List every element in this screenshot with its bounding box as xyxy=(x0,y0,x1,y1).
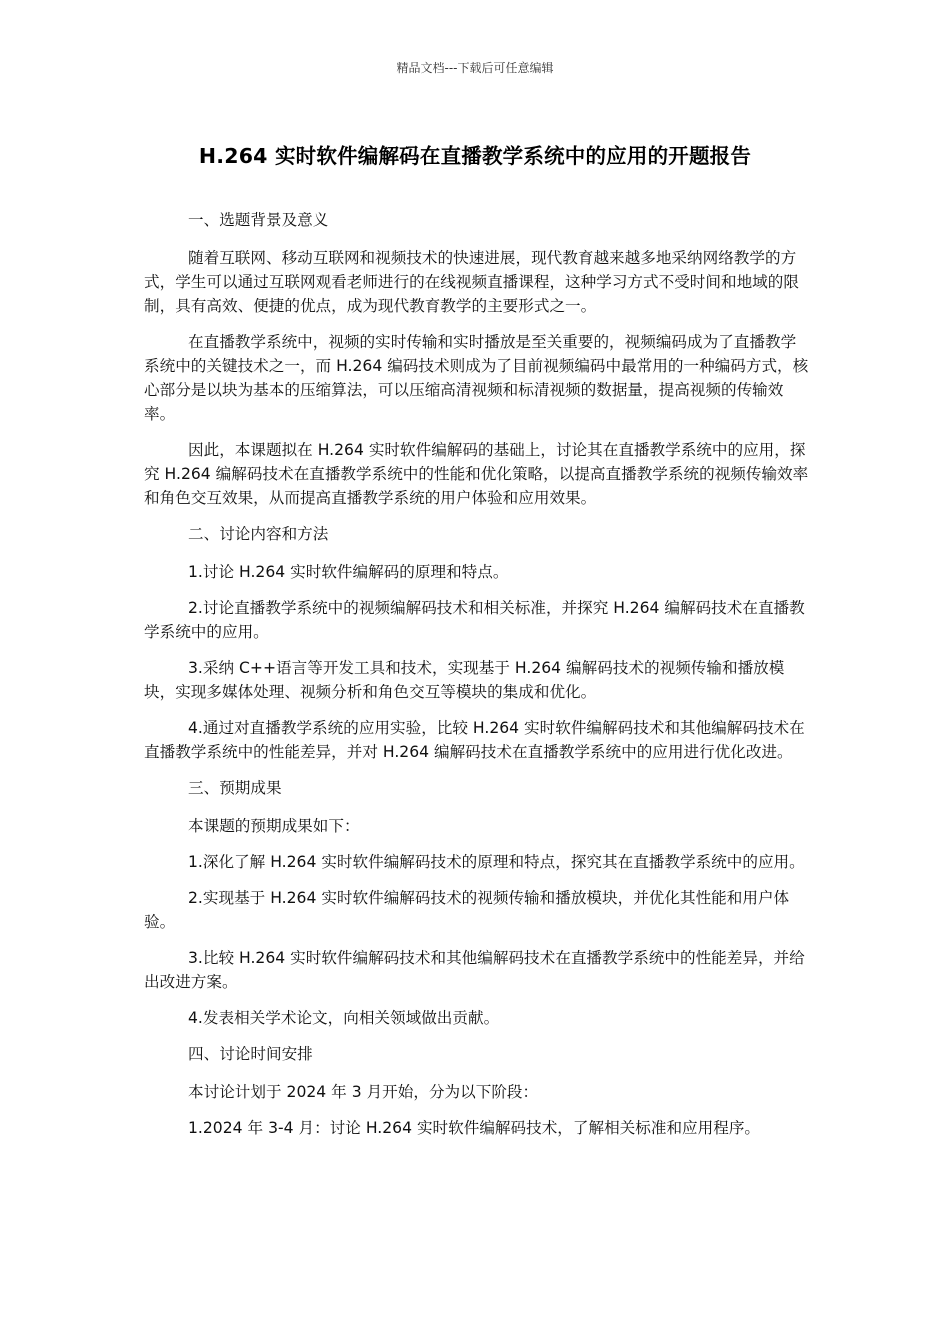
page-header: 精品文档---下载后可任意编辑 xyxy=(396,61,554,75)
section-heading-schedule: 四、讨论时间安排 xyxy=(188,1045,313,1063)
list-item: 3.比较 H.264 实时软件编解码技术和其他编解码技术在直播教学系统中的性能差异，并给出改进方案。 xyxy=(144,949,805,991)
document-body xyxy=(144,208,809,1152)
paragraph: 因此，本课题拟在 H.264 实时软件编解码的基础上，讨论其在直播教学系统中的应用，探究 H.264 编解码技术在直播教学系统中的性能和优化策略，以提高直播教学系统的视频传输效率和角色交互效果，从而提高直播教学系统的用户体验和应用效果。 xyxy=(144,441,809,507)
list-item: 1.深化了解 H.264 实时软件编解码技术的原理和特点，探究其在直播教学系统中的应用。 xyxy=(188,853,805,871)
list-item: 2.讨论直播教学系统中的视频编解码技术和相关标准，并探究 H.264 编解码技术在直播教学系统中的应用。 xyxy=(144,599,805,641)
list-item: 2.实现基于 H.264 实时软件编解码技术的视频传输和播放模块，并优化其性能和用户体验。 xyxy=(144,889,790,931)
document-title: H.264 实时软件编解码在直播教学系统中的应用的开题报告 xyxy=(198,144,752,168)
paragraph: 随着互联网、移动互联网和视频技术的快速进展，现代教育越来越多地采纳网络教学的方式，学生可以通过互联网观看老师进行的在线视频直播课程，这种学习方式不受时间和地域的限制，具有高效、便捷的优点，成为现代教育教学的主要形式之一。 xyxy=(144,249,799,315)
paragraph: 本讨论计划于 2024 年 3 月开始，分为以下阶段： xyxy=(188,1083,539,1101)
paragraph: 在直播教学系统中，视频的实时传输和实时播放是至关重要的，视频编码成为了直播教学系统中的关键技术之一，而 H.264 编码技术则成为了目前视频编码中最常用的一种编码方式，核心部分是以块为基本的压缩算法，可以压缩高清视频和标清视频的数据量，提高视频的传输效率。 xyxy=(144,333,809,423)
list-item: 1.2024 年 3-4 月：讨论 H.264 实时软件编解码技术，了解相关标准和应用程序。 xyxy=(188,1119,761,1137)
list-item: 4.通过对直播教学系统的应用实验，比较 H.264 实时软件编解码技术和其他编解码技术在直播教学系统中的性能差异，并对 H.264 编解码技术在直播教学系统中的应用进行优化改进。 xyxy=(144,719,805,761)
paragraph: 本课题的预期成果如下： xyxy=(188,817,360,835)
section-heading-expected-results: 三、预期成果 xyxy=(188,779,282,797)
section-heading-content-methods: 二、讨论内容和方法 xyxy=(188,525,329,543)
list-item: 1.讨论 H.264 实时软件编解码的原理和特点。 xyxy=(188,563,509,581)
list-item: 3.采纳 C++语言等开发工具和技术，实现基于 H.264 编解码技术的视频传输和播放模块，实现多媒体处理、视频分析和角色交互等模块的集成和优化。 xyxy=(144,659,785,701)
section-heading-background: 一、选题背景及意义 xyxy=(188,211,329,229)
list-item: 4.发表相关学术论文，向相关领域做出贡献。 xyxy=(188,1009,500,1027)
